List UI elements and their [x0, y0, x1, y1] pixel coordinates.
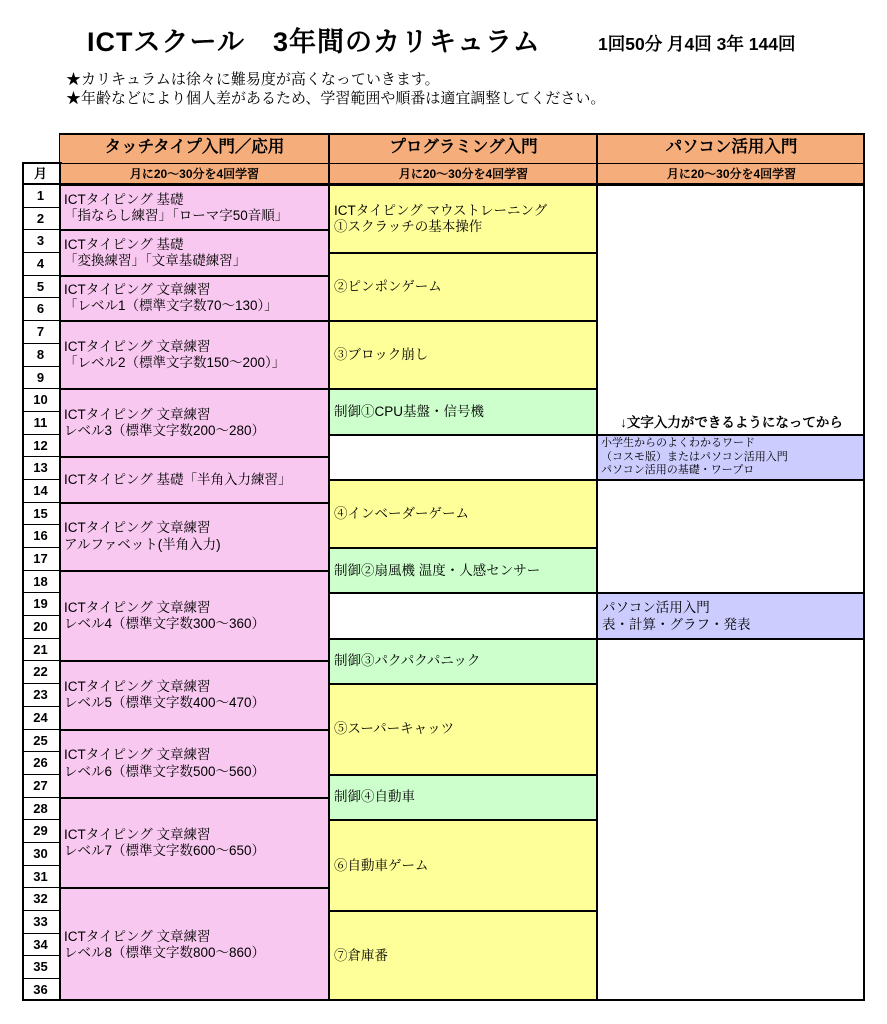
month-cell: 4: [22, 253, 59, 275]
month-cell: 25: [22, 730, 59, 752]
touch-typing-cell: [60, 571, 329, 661]
month-cell: 21: [22, 639, 59, 661]
cell-text: パソコン活用の基礎・ワープロ: [601, 463, 755, 476]
touch-typing-cell: [60, 798, 329, 888]
programming-control-cell: [330, 775, 597, 819]
month-cell: 32: [22, 888, 59, 910]
cell-text: ICTタイピング 文章練習: [64, 520, 211, 536]
cell-text: ⑤スーパーキャッツ: [334, 721, 455, 737]
column-separator: [328, 133, 330, 1001]
cell-text: ⑥自動車ゲーム: [334, 857, 429, 873]
touch-typing-cell: [60, 888, 329, 1000]
cell-text: 制御③パクパクパニック: [334, 653, 481, 669]
touch-typing-cell: [60, 230, 329, 274]
cell-text: （コスモ版）またはパソコン活用入門: [601, 450, 788, 463]
table-border-top: [59, 133, 865, 135]
corner-blank-cell: [22, 133, 59, 163]
cell-text: レベル7（標準文字数600～650）: [64, 842, 266, 858]
cell-text: ③ブロック崩し: [334, 347, 429, 363]
cell-text: 「変換練習」「文章基礎練習」: [64, 253, 247, 269]
month-cell: 10: [22, 389, 59, 411]
month-column-top-border: [22, 162, 62, 164]
month-column-header: 月: [22, 164, 59, 184]
month-cell: 2: [22, 208, 59, 230]
ready-note-text: ↓文字入力ができるようになってから: [620, 415, 843, 431]
pc-use-ready-note-cell: [598, 185, 865, 434]
cell-text: ②ピンポンゲーム: [334, 279, 442, 294]
table-border-right: [863, 133, 865, 1001]
cell-text: ICTタイピング 文章練習: [64, 599, 211, 615]
cell-text: ①スクラッチの基本操作: [334, 219, 483, 235]
month-cell: 35: [22, 956, 59, 978]
cell-text: ICTタイピング 文章練習: [64, 407, 211, 423]
month-cell: 33: [22, 911, 59, 933]
cell-text: 小学生からのよくわかるワード: [601, 437, 755, 450]
programming-cell: [330, 911, 597, 1001]
month-cell: 22: [22, 661, 59, 683]
cell-text: レベル4（標準文字数300～360）: [64, 616, 266, 632]
touch-typing-cell: [60, 457, 329, 501]
month-cell: 12: [22, 435, 59, 457]
month-cell: 31: [22, 866, 59, 888]
page-title: ICTスクール 3年間のカリキュラム: [87, 27, 541, 57]
touch-typing-cell: [60, 185, 329, 229]
month-cell: 19: [22, 593, 59, 615]
touch-typing-cell: [60, 321, 329, 388]
month-cell: 17: [22, 548, 59, 570]
cell-text: ICTタイピング マウストレーニング: [334, 202, 548, 218]
month-cell: 14: [22, 480, 59, 502]
session-info: 1回50分 月4回 3年 144回: [598, 34, 796, 54]
month-cell: 6: [22, 298, 59, 320]
month-cell: 16: [22, 525, 59, 547]
month-cell: 7: [22, 321, 59, 343]
column-header-pc-use: パソコン活用入門: [598, 133, 865, 163]
touch-typing-cell: [60, 661, 329, 728]
programming-control-cell: [330, 639, 597, 683]
cell-text: レベル6（標準文字数500～560）: [64, 763, 266, 779]
programming-cell: [330, 684, 597, 774]
month-cell: 29: [22, 820, 59, 842]
table-border-left: [22, 162, 24, 1001]
month-cell: 1: [22, 185, 59, 207]
programming-control-cell: [330, 548, 597, 592]
subheader-programming: 月に20～30分を4回学習: [330, 164, 597, 184]
touch-typing-cell: [60, 730, 329, 797]
cell-text: 表・計算・グラフ・発表: [602, 617, 751, 633]
cell-text: ④インベーダーゲーム: [334, 505, 469, 521]
cell-text: 制御①CPU基盤・信号機: [334, 403, 485, 419]
note-line: ★年齢などにより個人差があるため、学習範囲や順番は適宜調整してください。: [66, 90, 606, 107]
cell-text: パソコン活用入門: [602, 599, 710, 615]
column-header-programming: プログラミング入門: [330, 133, 597, 163]
cell-text: 「レベル1（標準文字数70～130）」: [64, 298, 278, 314]
month-cell: 24: [22, 707, 59, 729]
cell-text: ICTタイピング 基礎「半角入力練習」: [64, 471, 292, 487]
month-cell: 9: [22, 367, 59, 389]
column-header-touch-typing: タッチタイプ入門／応用: [60, 133, 329, 163]
month-cell: 18: [22, 571, 59, 593]
pc-use-empty-cell: [598, 639, 865, 1001]
cell-text: ICTタイピング 基礎: [64, 191, 184, 207]
cell-text: 制御④自動車: [334, 789, 415, 805]
note-line: ★カリキュラムは徐々に難易度が高くなっていきます。: [66, 71, 440, 88]
cell-text: 「指ならし練習」「ローマ字50音順」: [64, 207, 289, 223]
programming-cell: [330, 253, 597, 320]
month-cell: 26: [22, 752, 59, 774]
cell-text: ICTタイピング 文章練習: [64, 928, 211, 944]
month-cell: 8: [22, 344, 59, 366]
programming-cell: [330, 321, 597, 388]
cell-text: レベル8（標準文字数800～860）: [64, 945, 266, 961]
cell-text: 「レベル2（標準文字数150～200）」: [64, 355, 286, 371]
cell-text: 制御②扇風機 温度・人感センサー: [334, 562, 541, 578]
month-cell: 5: [22, 276, 59, 298]
touch-typing-cell: [60, 503, 329, 570]
month-cell: 34: [22, 934, 59, 956]
month-cell: 11: [22, 412, 59, 434]
month-cell: 3: [22, 230, 59, 252]
subheader-pc-use: 月に20～30分を4回学習: [598, 164, 865, 184]
cell-text: レベル5（標準文字数400～470）: [64, 695, 266, 711]
month-cell: 13: [22, 457, 59, 479]
touch-typing-cell: [60, 389, 329, 456]
month-cell: 27: [22, 775, 59, 797]
pc-use-word-cell: [598, 435, 865, 479]
cell-text: ICTタイピング 文章練習: [64, 338, 211, 354]
cell-text: アルファベット(半角入力): [64, 536, 221, 552]
programming-empty-cell: [330, 593, 597, 637]
programming-cell: [330, 480, 597, 547]
cell-text: ICTタイピング 文章練習: [64, 679, 211, 695]
header-bottom-border: [22, 183, 865, 185]
column-separator: [59, 162, 61, 1001]
table-border-bottom: [22, 999, 865, 1001]
cell-text: ⑦倉庫番: [334, 948, 388, 964]
touch-typing-cell: [60, 276, 329, 320]
month-cell: 20: [22, 616, 59, 638]
curriculum-table: [22, 133, 865, 1001]
month-cell: 23: [22, 684, 59, 706]
programming-cell: [330, 185, 597, 252]
programming-cell: [330, 820, 597, 910]
pc-use-empty-cell: [598, 480, 865, 592]
month-cell: 36: [22, 979, 59, 1001]
subheader-touch-typing: 月に20～30分を4回学習: [60, 164, 329, 184]
month-cell: 30: [22, 843, 59, 865]
notes: [66, 70, 605, 108]
cell-text: ICTタイピング 基礎: [64, 236, 184, 252]
cell-text: レベル3（標準文字数200～280）: [64, 423, 266, 439]
month-cell: 28: [22, 798, 59, 820]
cell-text: ICTタイピング 文章練習: [64, 826, 211, 842]
cell-text: ICTタイピング 文章練習: [64, 747, 211, 763]
month-cell: 15: [22, 503, 59, 525]
cell-text: ICTタイピング 文章練習: [64, 282, 211, 298]
column-separator: [596, 133, 598, 1001]
programming-control-cell: [330, 389, 597, 433]
pc-use-spreadsheet-cell: [598, 593, 865, 637]
programming-empty-cell: [330, 435, 597, 479]
